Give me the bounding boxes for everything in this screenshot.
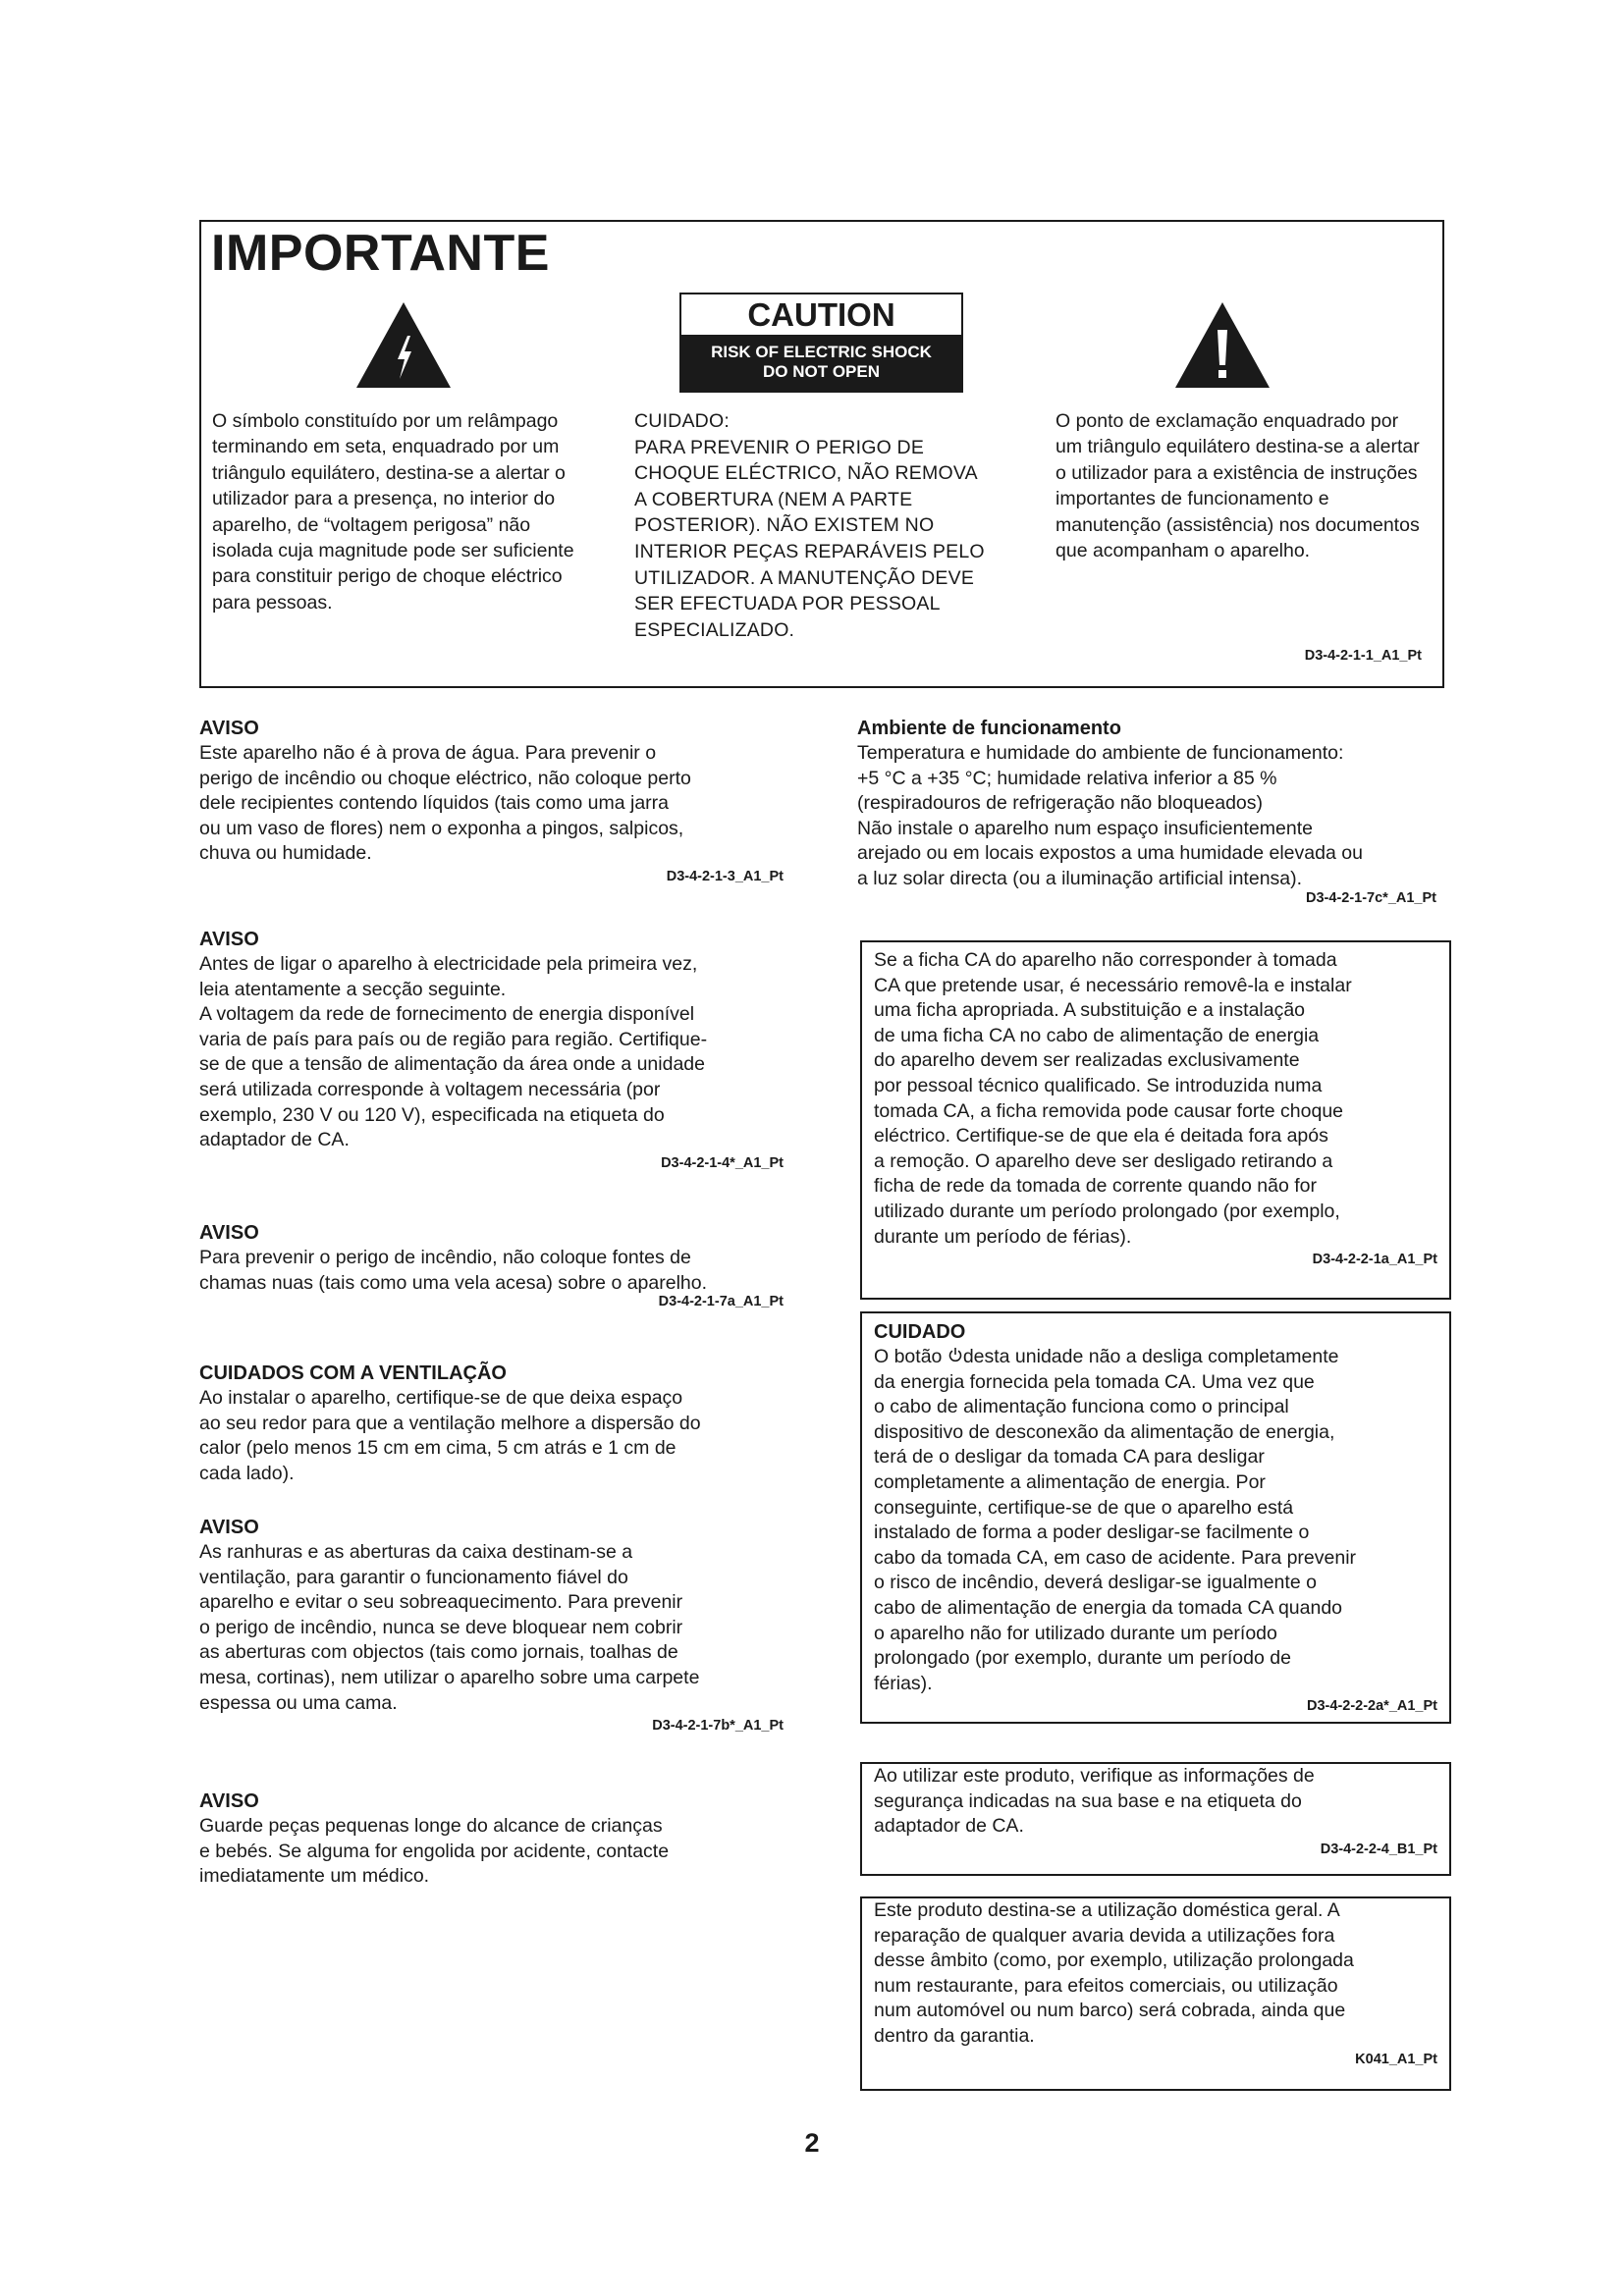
section-text: Este aparelho não é à prova de água. Para prevenir o perigo de incêndio ou choque eléctrico, não coloque perto dele recipientes contendo líquidos (tais como uma jarra ou um vaso de flores) nem o exponha a pingos, salpicos, chuva ou humidade. [199,742,691,865]
section-text: Antes de ligar o aparelho à electricidade pela primeira vez, leia atentamente a secção seguinte. A voltagem da rede de fornecimento de energia disponível varia de país para país ou de região para região. Certifique- se de que a tensão de alimentação da área onde a unidade será utilizada corresponde à voltagem necessária (por exemplo, 230 V ou 120 V), especificada na etiqueta do adaptador de CA. [199,953,708,1151]
box-ficha-ca [860,940,1451,1300]
box-code: K041_A1_Pt [1355,2051,1437,2067]
box-text: Este produto destina-se a utilização doméstica geral. A reparação de qualquer avaria devida a utilizações fora desse âmbito (como, por exemplo, utilização prolongada num restaurante, para efeitos comerciais, ou utilização num automóvel ou num barco) será cobrada, ainda que dentro da garantia. [874,1899,1354,2047]
box-text: Se a ficha CA do aparelho não corresponder à tomada CA que pretende usar, é necessário removê-la e instalar uma ficha apropriada. A substituição e a instalação de uma ficha CA no cabo de alimentação de energia do aparelho devem ser realizadas exclusivamente por pessoal técnico qualificado. Se introduzida numa tomada CA, a ficha removida pode causar forte choque eléctrico. Certifique-se de que ela é deitada fora após a remoção. O aparelho deve ser desligado retirando a ficha de rede da tomada de corrente quando não for utilizado durante um período prolongado (por exemplo, durante um período de férias). [874,949,1352,1248]
section-aviso-chamas [199,1220,784,1311]
exclamation-warning-icon [1173,300,1272,390]
section-ambiente [857,716,1442,908]
lightning-symbol-description: O símbolo constituído por um relâmpago terminando em seta, enquadrado por um triângulo equilátero, destina-se a alertar o utilizador para a presença, no interior do aparelho, de “voltagem perigosa” não isolada cuja magnitude pode ser suficiente para constituir perigo de choque eléctrico para pessoas. [212,410,574,614]
section-code: D3-4-2-1-3_A1_Pt [666,868,784,884]
page-number: 2 [804,2128,820,2158]
box-cuidado-botao [860,1311,1451,1724]
section-text: Guarde peças pequenas longe do alcance de crianças e bebés. Se alguma for engolida por acidente, contacte imediatamente um médico. [199,1815,670,1888]
section-heading: AVISO [199,1790,259,1812]
section-heading: Ambiente de funcionamento [857,718,1121,739]
section-aviso-agua [199,716,784,886]
standby-power-icon [947,1347,963,1362]
section-heading: AVISO [199,929,259,950]
section-text: Ao instalar o aparelho, certifique-se de que deixa espaço ao seu redor para que a ventilação melhore a dispersão do calor (pelo menos 15 cm em cima, 5 cm atrás e 1 cm de cada lado). [199,1387,701,1484]
box-first-line-start: O botão [874,1346,947,1367]
box-code: D3-4-2-2-1a_A1_Pt [1312,1252,1437,1268]
section-heading: AVISO [199,1517,259,1538]
center-caution-heading: CUIDADO: [634,410,730,432]
box-heading: CUIDADO [874,1321,966,1343]
section-code: D3-4-2-1-7b*_A1_Pt [652,1718,784,1735]
caution-band [681,335,961,391]
section-code: D3-4-2-1-4*_A1_Pt [661,1154,784,1171]
exclamation-symbol-description: O ponto de exclamação enquadrado por um triângulo equilátero destina-se a alertar o utilizador para a existência de instruções importantes de funcionamento e manutenção (assistência) nos documentos que acompanham o aparelho. [1056,410,1420,562]
box-informacoes-seguranca [860,1762,1451,1876]
box-text: da energia fornecida pela tomada CA. Uma vez que o cabo de alimentação funciona como o principal dispositivo de desconexão da alimentação de energia, terá de o desligar da tomada CA para desligar completamente a alimentação de energia. Por conseguinte, certifique-se de que o aparelho está instalado de forma a poder desligar-se facilmente o cabo da tomada CA, em caso de acidente. Para prevenir o risco de incêndio, deverá desligar-se igualmente o cabo de alimentação de energia da tomada CA quando o aparelho não for utilizado durante um período prolongado (por exemplo, durante um período de férias). [874,1370,1357,1694]
section-aviso-pecas [199,1789,784,1890]
section-text: As ranhuras e as aberturas da caixa destinam-se a ventilação, para garantir o funcionamento fiável do aparelho e evitar o seu sobreaquecimento. Para prevenir o perigo de incêndio, nunca se deve bloquear nem cobrir as aberturas com objectos (tais como jornais, toalhas de mesa, cortinas), nem utilizar o aparelho sobre uma carpete espessa ou uma cama. [199,1541,700,1714]
box-text: Ao utilizar este produto, verifique as informações de segurança indicadas na sua base e na etiqueta do adaptador de CA. [874,1765,1315,1838]
section-code: D3-4-2-1-7a_A1_Pt [658,1294,784,1310]
section-heading: CUIDADOS COM A VENTILAÇÃO [199,1362,507,1384]
important-code: D3-4-2-1-1_A1_Pt [1304,648,1422,664]
box-first-line-end: desta unidade não a desliga completamente [962,1346,1339,1367]
caution-label [679,293,963,393]
section-text: Para prevenir o perigo de incêndio, não coloque fontes de chamas nuas (tais como uma vela acesa) sobre o aparelho. [199,1247,708,1294]
lightning-warning-icon [354,300,453,390]
caution-title: CAUTION [747,296,895,333]
section-heading: AVISO [199,1222,259,1244]
important-title: IMPORTANTE [211,225,550,282]
box-code: D3-4-2-2-4_B1_Pt [1320,1841,1437,1857]
section-text: Temperatura e humidade do ambiente de funcionamento: +5 °C a +35 °C; humidade relativa inferior a 85 % (respiradouros de refrigeração não bloqueados) Não instale o aparelho num espaço insuficientemente arejado ou em locais expostos a uma humidade elevada ou a luz solar directa (ou a iluminação artificial intensa). [857,742,1363,889]
section-ventilacao [199,1361,784,1486]
section-code: D3-4-2-1-7c*_A1_Pt [1306,889,1436,906]
section-aviso-voltagem [199,927,784,1173]
caution-line-2: DO NOT OPEN [762,362,880,381]
box-first-line [874,1345,1437,1370]
section-heading: AVISO [199,718,259,739]
section-aviso-aberturas [199,1515,784,1735]
center-caution-text [634,408,988,643]
box-code: D3-4-2-2-2a*_A1_Pt [1307,1698,1437,1715]
box-utilizacao-domestica [860,1896,1451,2091]
caution-line-1: RISK OF ELECTRIC SHOCK [711,343,932,361]
center-caution-body: PARA PREVENIR O PERIGO DE CHOQUE ELÉCTRICO, NÃO REMOVA A COBERTURA (NEM A PARTE POSTERIOR). NÃO EXISTEM NO INTERIOR PEÇAS REPARÁVEIS PELO UTILIZADOR. A MANUTENÇÃO DEVE SER EFECTUADA POR PESSOAL ESPECIALIZADO. [634,436,985,641]
